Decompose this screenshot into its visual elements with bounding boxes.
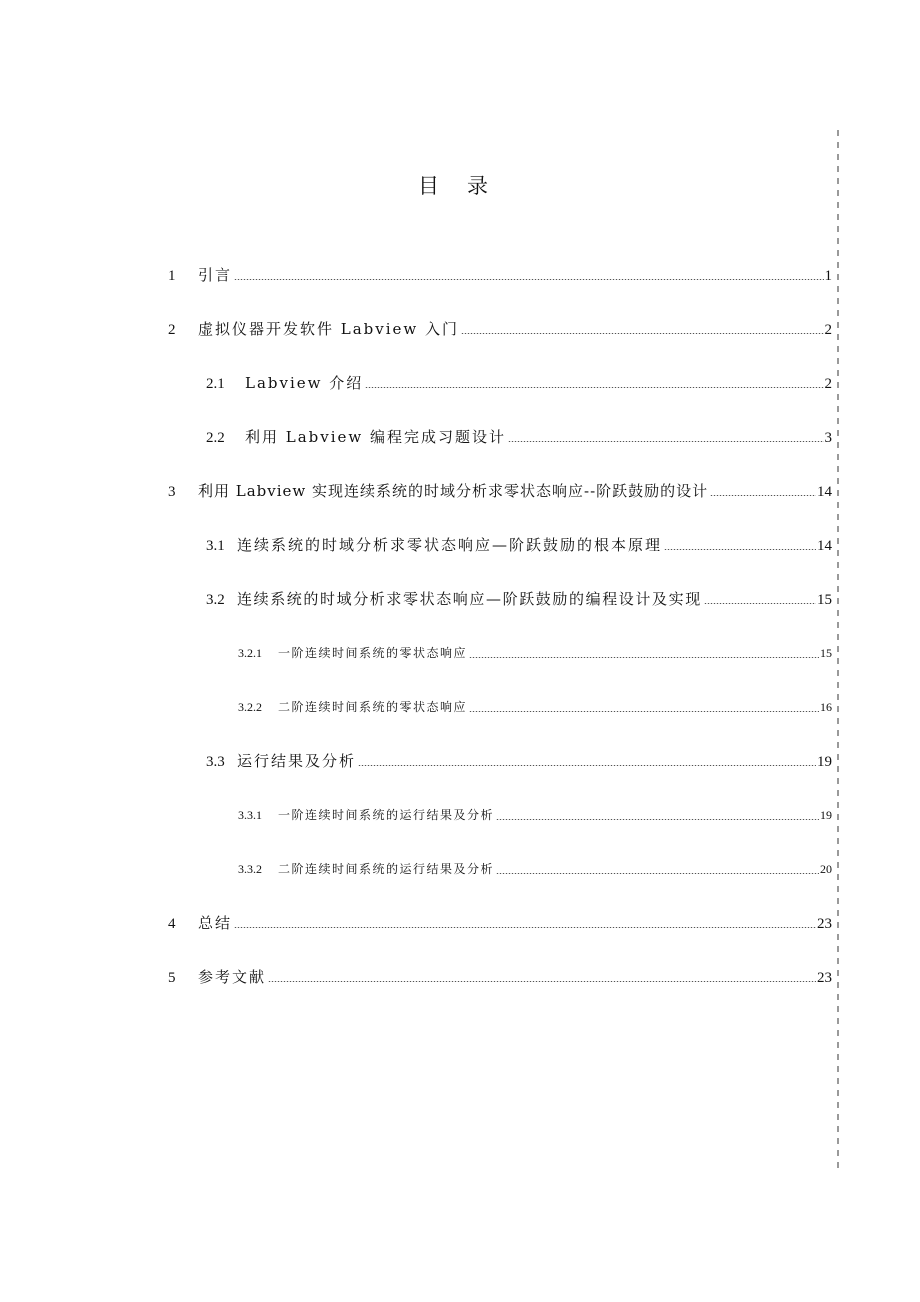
toc-entry-page: 20 [820,862,832,876]
dot-leader [496,819,819,820]
toc-entry-page: 1 [824,268,832,284]
toc-entry-text: 一阶连续时间系统的零状态响应 [278,646,468,660]
toc-entry[interactable] [206,587,832,611]
toc-entry[interactable] [206,533,832,557]
dot-leader [710,495,816,496]
toc-entry-number: 3.2.2 [238,700,262,714]
toc-entry-page: 23 [817,970,832,986]
toc-entry[interactable] [206,749,832,773]
toc-entry-page: 14 [817,484,832,500]
dot-leader [234,927,816,928]
toc-entry-number: 3.2.1 [238,646,262,660]
toc-entry[interactable] [238,695,832,719]
toc-entry[interactable] [238,803,832,827]
toc-entry-number: 3 [168,484,176,500]
toc-entry-page: 14 [817,538,832,554]
toc-entry[interactable] [168,911,832,935]
toc-entry[interactable] [238,857,832,881]
dot-leader [365,387,823,388]
toc-entry-number: 3.1 [206,538,225,554]
toc-entry-number: 5 [168,970,176,986]
toc-entry-text: 总结 [198,914,233,932]
binding-margin-dashed-line [837,130,839,1172]
toc-entry-number: 1 [168,268,176,284]
toc-entry-number: 4 [168,916,176,932]
toc-entry-number: 2.2 [206,430,225,446]
toc-entry-text: 运行结果及分析 [237,752,357,770]
toc-entry-page: 19 [820,808,832,822]
toc-title: 目录 [418,174,516,198]
toc-entry-number: 3.3 [206,754,225,770]
toc-entry[interactable] [168,317,832,341]
dot-leader [469,711,819,712]
toc-entry-page: 15 [820,646,832,660]
toc-entry-number: 2.1 [206,376,225,392]
toc-entry[interactable] [238,641,832,665]
toc-entry-page: 3 [824,430,832,446]
toc-entry-text: 参考文献 [198,968,267,986]
toc-entry-number: 3.3.2 [238,862,262,876]
dot-leader [508,441,823,442]
dot-leader [496,873,819,874]
toc-entry-text: 二阶连续时间系统的零状态响应 [278,700,468,714]
toc-entry-page: 15 [817,592,832,608]
dot-leader [234,279,823,280]
dot-leader [469,657,819,658]
toc-entry[interactable] [168,263,832,287]
toc-entry-text: 二阶连续时间系统的运行结果及分析 [278,862,495,876]
toc-entry-page: 16 [820,700,832,714]
toc-entry-number: 2 [168,322,176,338]
toc-entry-text: 利用 Labview 编程完成习题设计 [245,428,507,446]
toc-entry-text: 虚拟仪器开发软件 Labview 入门 [198,320,460,338]
toc-entry-text: 一阶连续时间系统的运行结果及分析 [278,808,495,822]
toc-entry[interactable] [206,371,832,395]
dot-leader [268,981,816,982]
toc-entry[interactable] [168,965,832,989]
toc-entry-number: 3.2 [206,592,225,608]
toc-entry-text: 利用 Labview 实现连续系统的时域分析求零状态响应--阶跃鼓励的设计 [198,482,709,500]
toc-entry-page: 2 [824,376,832,392]
dot-leader [461,333,823,334]
toc-entry-text: 连续系统的时域分析求零状态响应—阶跃鼓励的编程设计及实现 [237,590,702,608]
toc-entry-text: 连续系统的时域分析求零状态响应—阶跃鼓励的根本原理 [237,536,663,554]
dot-leader [704,603,816,604]
dot-leader [664,549,816,550]
toc-entry-number: 3.3.1 [238,808,262,822]
toc-entry-page: 23 [817,916,832,932]
toc-entry[interactable] [206,425,832,449]
toc-entry[interactable] [168,479,832,503]
dot-leader [358,765,816,766]
toc-entry-text: 引言 [198,266,233,284]
toc-entry-text: Labview 介绍 [245,374,364,392]
toc-entry-page: 2 [824,322,832,338]
toc-entry-page: 19 [817,754,832,770]
